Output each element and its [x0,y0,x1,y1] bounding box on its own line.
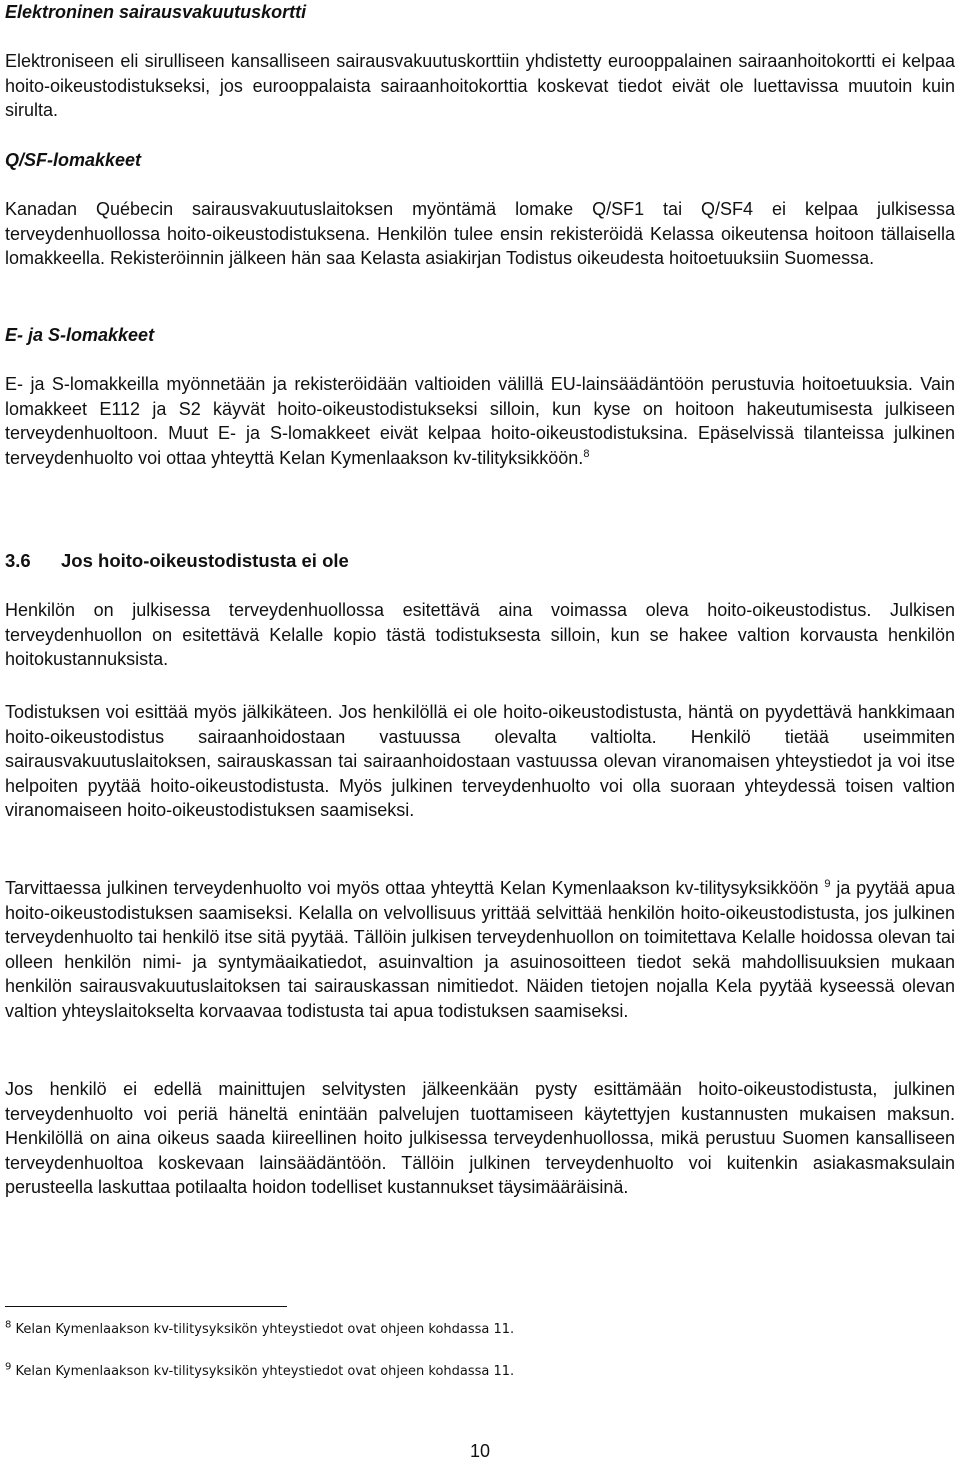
footnote-8 [5,1319,515,1337]
footnote-mark: 9 [5,1361,12,1373]
heading-es-forms: E- ja S-lomakkeet [5,325,155,345]
paragraph-3-6-2: Todistuksen voi esittää myös jälkikäteen. Jos henkilöllä ei ole hoito-oikeustodistusta, häntä on pyydettävä hankkimaan hoito-oikeustodistus sairaanhoidostaan vastuussa olevalta valtiolta. Henkilö tietää useimmiten sairausvakuutuslaitoksen, sairauskassan tai sairaanhoidostaan vastuussa olevan viranomaisen yhteystiedot ja voi itse helpoiten pyytää hoito-oikeustodistusta. Myös julkinen terveydenhuolto voi olla suoraan yhteydessä toisen valtion viranomaiseen hoito-oikeustodistuksen saamiseksi. [5,702,955,821]
page-number: 10 [469,1441,491,1461]
footnote-ref-8: 8 [583,447,590,460]
heading-electronic-card: Elektroninen sairausvakuutuskortti [5,2,307,22]
footnote-text: Kelan Kymenlaakson kv-tilitysyksikön yhteystiedot ovat ohjeen kohdassa 11. [11,1322,515,1337]
paragraph-electronic-card: Elektroniseen eli sirulliseen kansalliseen sairausvakuutuskorttiin yhdistetty eurooppalainen sairaanhoitokortti ei kelpaa hoito-oikeustodistukseksi, jos eurooppalaista sairaanhoitokorttia koskevat tiedot eivät ole luettavissa muutoin kuin sirulta. [5,51,955,121]
paragraph-3-6-4: Jos henkilö ei edellä mainittujen selvitysten jälkeenkään pysty esittämään hoito-oikeustodistusta, julkinen terveydenhuolto voi periä häneltä enintään palvelujen tuottamiseen käytettyjen kustannusten mukaisen maksun. Henkilöllä on aina oikeus saada kiireellinen hoito julkisessa terveydenhuollossa, mikä perustuu Suomen kansalliseen terveydenhuoltoa koskevaan lainsäädäntöön. Tällöin julkinen terveydenhuolto voi kuitenkin asiakasmaksulain perusteella laskuttaa potilaalta hoidon todelliset kustannukset täysimääräisinä. [5,1079,955,1198]
section-number: 3.6 [5,550,31,571]
footnote-separator [5,1306,287,1307]
section-title: Jos hoito-oikeustodistusta ei ole [61,550,349,571]
paragraph-es-forms [5,372,955,470]
paragraph-3-6-3-text-b: ja pyytää apua hoito-oikeustodistuksen saamiseksi. Kelalla on velvollisuus yrittää selvittää henkilön hoito-oikeustodistusta, jos julkinen terveydenhuolto tai henkilö itse sitä pyytää. Tällöin julkisen terveydenhuollon on toimitettava Kelalle hoidossa olevan tai olleen henkilön nimi- ja syntymäaikatiedot, asuinvaltion ja asuinosoitteen tiedot sekä mahdollisuuksien mukaan henkilön sairausvakuutuslaitoksen tai sairauskassan nimitiedot. Näiden tietojen nojalla Kela pyytää kyseessä olevan valtion yhteyslaitokselta korvaavaa todistusta tai apua todistuksen saamiseksi. [5,878,955,1021]
paragraph-es-forms-text: E- ja S-lomakkeilla myönnetään ja rekisteröidään valtioiden välillä EU-lainsäädäntöön perustuvia hoitoetuuksia. Vain lomakkeet E112 ja S2 käyvät hoito-oikeustodistukseksi silloin, kun kyse on hoitoon hakeutumisesta julkiseen terveydenhuoltoon. Muut E- ja S-lomakkeet eivät kelpaa hoito-oikeustodistuksina. Epäselvissä tilanteissa julkinen terveydenhuolto voi ottaa yhteyttä Kelan Kymenlaakson kv-tilityksikköön. [5,374,955,468]
heading-qsf-forms: Q/SF-lomakkeet [5,150,142,170]
footnote-mark: 8 [5,1319,12,1331]
paragraph-3-6-3 [5,876,955,1024]
footnote-ref-9: 9 [824,878,831,890]
paragraph-3-6-1: Henkilön on julkisessa terveydenhuollossa esitettävä aina voimassa oleva hoito-oikeustodistus. Julkisen terveydenhuollon on esitettävä Kelalle kopio tästä todistuksesta silloin, kun se hakee valtion korvausta henkilön hoitokustannuksista. [5,600,955,670]
paragraph-3-6-3-text-a: Tarvittaessa julkinen terveydenhuolto voi myös ottaa yhteyttä Kelan Kymenlaakson kv-tilitysyksikköön [5,878,819,898]
footnote-9 [5,1361,515,1379]
paragraph-qsf-forms: Kanadan Québecin sairausvakuutuslaitoksen myöntämä lomake Q/SF1 tai Q/SF4 ei kelpaa julkisessa terveydenhuollossa hoito-oikeustodistuksena. Henkilön tulee ensin rekisteröidä Kelassa oikeutensa hoitoon tällaisella lomakkeella. Rekisteröinnin jälkeen hän saa Kelasta asiakirjan Todistus oikeudesta hoitoetuuksiin Suomessa. [5,199,955,269]
section-heading-3-6 [5,549,955,573]
footnote-text: Kelan Kymenlaakson kv-tilitysyksikön yhteystiedot ovat ohjeen kohdassa 11. [11,1364,515,1379]
